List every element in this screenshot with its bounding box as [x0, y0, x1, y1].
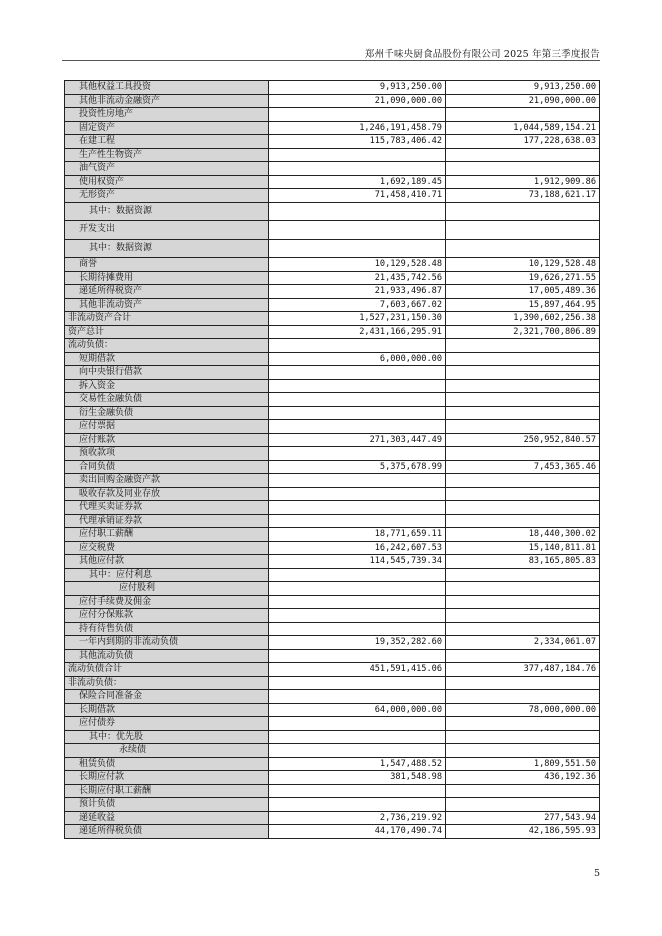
prior-period-value	[446, 221, 600, 240]
row-label: 卖出回购金融资产款	[65, 474, 269, 488]
prior-period-value: 15,140,811.81	[446, 541, 600, 555]
current-period-value: 2,736,219.92	[269, 811, 446, 825]
current-period-value: 114,545,739.34	[269, 555, 446, 569]
row-label: 应交税费	[65, 541, 269, 555]
current-period-value	[269, 487, 446, 501]
row-label: 油气资产	[65, 162, 269, 176]
table-row	[65, 568, 600, 582]
current-period-value	[269, 649, 446, 663]
current-period-value	[269, 784, 446, 798]
prior-period-value: 1,390,602,256.38	[446, 312, 600, 326]
table-row	[65, 636, 600, 650]
page-number: 5	[593, 868, 600, 879]
table-row	[65, 189, 600, 203]
prior-period-value	[446, 622, 600, 636]
current-period-value: 21,933,496.87	[269, 285, 446, 299]
table-row	[65, 325, 600, 339]
current-period-value	[269, 393, 446, 407]
table-row	[65, 690, 600, 704]
table-row	[65, 730, 600, 744]
table-row	[65, 595, 600, 609]
row-label: 其他权益工具投资	[65, 81, 269, 95]
row-label: 预收款项	[65, 447, 269, 461]
current-period-value	[269, 609, 446, 623]
current-period-value	[269, 798, 446, 812]
table-row	[65, 258, 600, 272]
table-row	[65, 555, 600, 569]
row-label: 长期应付职工薪酬	[65, 784, 269, 798]
prior-period-value	[446, 148, 600, 162]
row-label: 投资性房地产	[65, 108, 269, 122]
table-row	[65, 81, 600, 95]
header-divider	[62, 60, 600, 61]
current-period-value	[269, 420, 446, 434]
table-row	[65, 487, 600, 501]
current-period-value: 381,548.98	[269, 771, 446, 785]
table-row	[65, 703, 600, 717]
prior-period-value	[446, 514, 600, 528]
prior-period-value: 377,487,184.76	[446, 663, 600, 677]
prior-period-value	[446, 568, 600, 582]
current-period-value	[269, 379, 446, 393]
prior-period-value	[446, 730, 600, 744]
table-row	[65, 121, 600, 135]
table-row	[65, 94, 600, 108]
current-period-value: 1,692,189.45	[269, 175, 446, 189]
table-row	[65, 148, 600, 162]
row-label: 预计负债	[65, 798, 269, 812]
row-label: 其他流动负债	[65, 649, 269, 663]
prior-period-value	[446, 474, 600, 488]
current-period-value	[269, 474, 446, 488]
current-period-value: 10,129,528.48	[269, 258, 446, 272]
prior-period-value: 1,044,589,154.21	[446, 121, 600, 135]
row-label: 非流动负债：	[65, 676, 269, 690]
row-label: 长期借款	[65, 703, 269, 717]
prior-period-value	[446, 582, 600, 596]
current-period-value	[269, 622, 446, 636]
table-row	[65, 298, 600, 312]
current-period-value: 115,783,406.42	[269, 135, 446, 149]
balance-sheet-table	[64, 80, 600, 839]
row-label: 向中央银行借款	[65, 366, 269, 380]
table-row	[65, 811, 600, 825]
row-label: 应付职工薪酬	[65, 528, 269, 542]
prior-period-value	[446, 339, 600, 353]
table-row	[65, 352, 600, 366]
prior-period-value: 15,897,464.95	[446, 298, 600, 312]
prior-period-value: 277,543.94	[446, 811, 600, 825]
table-row	[65, 717, 600, 731]
prior-period-value	[446, 595, 600, 609]
current-period-value: 9,913,250.00	[269, 81, 446, 95]
row-label: 使用权资产	[65, 175, 269, 189]
table-row	[65, 609, 600, 623]
table-row	[65, 622, 600, 636]
prior-period-value	[446, 744, 600, 758]
current-period-value	[269, 568, 446, 582]
table-row	[65, 784, 600, 798]
prior-period-value: 18,440,300.02	[446, 528, 600, 542]
prior-period-value: 9,913,250.00	[446, 81, 600, 95]
row-label: 其中：优先股	[65, 730, 269, 744]
current-period-value: 18,771,659.11	[269, 528, 446, 542]
current-period-value	[269, 108, 446, 122]
current-period-value: 6,000,000.00	[269, 352, 446, 366]
row-label: 应付股利	[65, 582, 269, 596]
current-period-value	[269, 162, 446, 176]
current-period-value	[269, 366, 446, 380]
prior-period-value	[446, 447, 600, 461]
table-row	[65, 825, 600, 839]
prior-period-value: 2,321,700,806.89	[446, 325, 600, 339]
row-label: 流动负债合计	[65, 663, 269, 677]
table-row	[65, 501, 600, 515]
row-label: 代理买卖证券款	[65, 501, 269, 515]
row-label: 流动负债：	[65, 339, 269, 353]
prior-period-value: 19,626,271.55	[446, 271, 600, 285]
prior-period-value	[446, 501, 600, 515]
table-row	[65, 271, 600, 285]
table-row	[65, 285, 600, 299]
table-row	[65, 514, 600, 528]
current-period-value: 451,591,415.06	[269, 663, 446, 677]
current-period-value	[269, 730, 446, 744]
row-label: 长期待摊费用	[65, 271, 269, 285]
table-row	[65, 393, 600, 407]
prior-period-value: 21,090,000.00	[446, 94, 600, 108]
current-period-value: 5,375,678.99	[269, 460, 446, 474]
current-period-value: 21,435,742.56	[269, 271, 446, 285]
row-label: 交易性金融负债	[65, 393, 269, 407]
row-label: 衍生金融负债	[65, 406, 269, 420]
row-label: 吸收存款及同业存放	[65, 487, 269, 501]
table-row	[65, 202, 600, 221]
table-row	[65, 175, 600, 189]
prior-period-value	[446, 784, 600, 798]
row-label: 固定资产	[65, 121, 269, 135]
prior-period-value: 250,952,840.57	[446, 433, 600, 447]
prior-period-value: 10,129,528.48	[446, 258, 600, 272]
table-row	[65, 744, 600, 758]
table-row	[65, 221, 600, 240]
row-label: 应付分保账款	[65, 609, 269, 623]
current-period-value	[269, 447, 446, 461]
prior-period-value	[446, 717, 600, 731]
row-label: 短期借款	[65, 352, 269, 366]
current-period-value: 71,458,410.71	[269, 189, 446, 203]
current-period-value	[269, 501, 446, 515]
current-period-value: 44,170,490.74	[269, 825, 446, 839]
prior-period-value	[446, 393, 600, 407]
current-period-value: 64,000,000.00	[269, 703, 446, 717]
current-period-value	[269, 595, 446, 609]
prior-period-value: 17,005,489.36	[446, 285, 600, 299]
row-label: 无形资产	[65, 189, 269, 203]
report-header-title: 郑州千味央厨食品股份有限公司 2025 年第三季度报告	[364, 49, 600, 60]
table-row	[65, 433, 600, 447]
table-row	[65, 366, 600, 380]
prior-period-value: 78,000,000.00	[446, 703, 600, 717]
row-label: 开发支出	[65, 221, 269, 240]
table-row	[65, 379, 600, 393]
current-period-value: 1,527,231,150.30	[269, 312, 446, 326]
current-period-value	[269, 582, 446, 596]
row-label: 在建工程	[65, 135, 269, 149]
prior-period-value	[446, 108, 600, 122]
current-period-value	[269, 406, 446, 420]
current-period-value: 7,603,667.02	[269, 298, 446, 312]
row-label: 生产性生物资产	[65, 148, 269, 162]
table-row	[65, 239, 600, 258]
row-label: 持有待售负债	[65, 622, 269, 636]
current-period-value: 1,547,488.52	[269, 757, 446, 771]
table-row	[65, 460, 600, 474]
row-label: 其他非流动金融资产	[65, 94, 269, 108]
current-period-value: 1,246,191,458.79	[269, 121, 446, 135]
row-label: 合同负债	[65, 460, 269, 474]
prior-period-value: 1,912,909.86	[446, 175, 600, 189]
current-period-value: 271,303,447.49	[269, 433, 446, 447]
current-period-value	[269, 339, 446, 353]
row-label: 拆入资金	[65, 379, 269, 393]
current-period-value	[269, 676, 446, 690]
prior-period-value	[446, 162, 600, 176]
row-label: 应付票据	[65, 420, 269, 434]
row-label: 其中：应付利息	[65, 568, 269, 582]
row-label: 递延所得税负债	[65, 825, 269, 839]
prior-period-value	[446, 676, 600, 690]
table-row	[65, 541, 600, 555]
current-period-value	[269, 239, 446, 258]
prior-period-value	[446, 420, 600, 434]
prior-period-value	[446, 487, 600, 501]
table-row	[65, 135, 600, 149]
prior-period-value: 177,228,638.03	[446, 135, 600, 149]
table-row	[65, 312, 600, 326]
table-row	[65, 663, 600, 677]
prior-period-value: 1,809,551.50	[446, 757, 600, 771]
row-label: 保险合同准备金	[65, 690, 269, 704]
row-label: 递延所得税资产	[65, 285, 269, 299]
row-label: 代理承销证券款	[65, 514, 269, 528]
table-row	[65, 798, 600, 812]
table-row	[65, 447, 600, 461]
row-label: 资产总计	[65, 325, 269, 339]
row-label: 长期应付款	[65, 771, 269, 785]
current-period-value: 19,352,282.60	[269, 636, 446, 650]
table-row	[65, 474, 600, 488]
table-row	[65, 582, 600, 596]
row-label: 递延收益	[65, 811, 269, 825]
prior-period-value: 436,192.36	[446, 771, 600, 785]
current-period-value	[269, 221, 446, 240]
row-label: 应付手续费及佣金	[65, 595, 269, 609]
prior-period-value: 42,186,595.93	[446, 825, 600, 839]
current-period-value: 16,242,607.53	[269, 541, 446, 555]
current-period-value: 21,090,000.00	[269, 94, 446, 108]
prior-period-value	[446, 406, 600, 420]
row-label: 其他应付款	[65, 555, 269, 569]
prior-period-value	[446, 690, 600, 704]
current-period-value	[269, 717, 446, 731]
prior-period-value: 73,188,621.17	[446, 189, 600, 203]
row-label: 应付账款	[65, 433, 269, 447]
row-label: 其中：数据资源	[65, 202, 269, 221]
prior-period-value	[446, 379, 600, 393]
table-row	[65, 528, 600, 542]
table-row	[65, 757, 600, 771]
table-row	[65, 108, 600, 122]
current-period-value	[269, 744, 446, 758]
table-row	[65, 771, 600, 785]
current-period-value	[269, 690, 446, 704]
prior-period-value: 7,453,365.46	[446, 460, 600, 474]
row-label: 一年内到期的非流动负债	[65, 636, 269, 650]
row-label: 应付债券	[65, 717, 269, 731]
prior-period-value	[446, 649, 600, 663]
prior-period-value: 2,334,061.07	[446, 636, 600, 650]
current-period-value	[269, 148, 446, 162]
table-row	[65, 339, 600, 353]
prior-period-value	[446, 202, 600, 221]
row-label: 其中：数据资源	[65, 239, 269, 258]
prior-period-value: 83,165,805.83	[446, 555, 600, 569]
prior-period-value	[446, 798, 600, 812]
current-period-value: 2,431,166,295.91	[269, 325, 446, 339]
table-row	[65, 649, 600, 663]
prior-period-value	[446, 609, 600, 623]
prior-period-value	[446, 239, 600, 258]
balance-sheet-body	[65, 81, 600, 839]
current-period-value	[269, 514, 446, 528]
row-label: 租赁负债	[65, 757, 269, 771]
row-label: 永续债	[65, 744, 269, 758]
current-period-value	[269, 202, 446, 221]
table-row	[65, 420, 600, 434]
table-row	[65, 406, 600, 420]
table-row	[65, 162, 600, 176]
row-label: 其他非流动资产	[65, 298, 269, 312]
row-label: 非流动资产合计	[65, 312, 269, 326]
prior-period-value	[446, 352, 600, 366]
prior-period-value	[446, 366, 600, 380]
row-label: 商誉	[65, 258, 269, 272]
table-row	[65, 676, 600, 690]
